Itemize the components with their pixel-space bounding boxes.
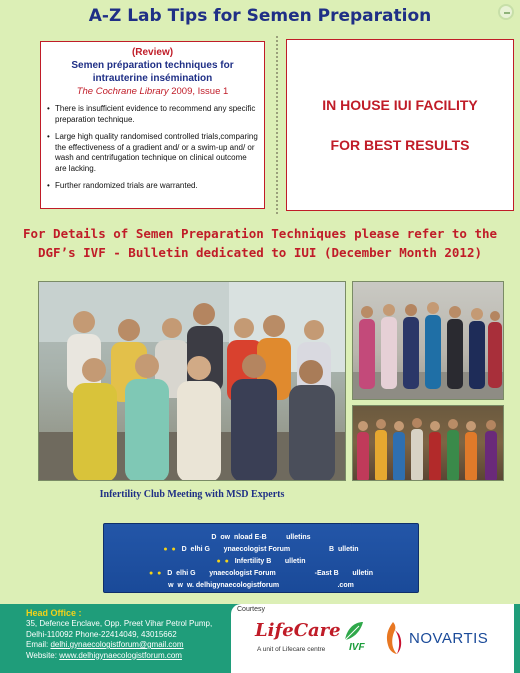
footer [0,604,520,673]
details-line-2: DGF’s IVF - Bulletin dedicated to IUI (December Month 2012) [37,245,482,260]
women-photo-illustration [353,282,504,400]
dotted-divider [276,36,278,214]
iui-line-1: IN HOUSE IUI FACILITY [322,97,478,113]
download-bulletins-box[interactable] [103,523,419,593]
group-photo-women [352,281,504,400]
review-subtitle-line1: Semen préparation techniques for [71,60,234,71]
review-heading: (Review) [131,47,174,58]
lifecare-ivf: IVF [349,642,365,653]
iui-facility-box [286,39,514,211]
download-heading: D ow nload E-B ulletins [211,534,311,541]
download-link-infertility-bulletin[interactable]: ● ● Infertility B ulletin [216,558,306,565]
download-link-dgf-bulletin[interactable]: ● ● D elhi G ynaecologist Forum B ulletin [163,546,359,553]
email-row [26,640,236,651]
email-label: Email: [26,640,49,649]
courtesy-label: Courtesy [237,606,266,613]
details-text [0,224,520,262]
lifecare-name: LifeCare [255,620,341,641]
address-line-2: Delhi-110092 Phone-22414049, 43015662 [26,629,177,639]
review-box [40,41,265,209]
lifecare-tagline: A unit of Lifecare centre [257,646,326,653]
corner-decoration-icon [498,4,514,20]
review-source [47,85,258,98]
review-point: • There is insufficient evidence to recommend any specific preparation technique. [47,104,258,125]
bullet-icon: ● ● [163,546,176,553]
bullet-icon: ● ● [216,558,229,565]
address-line-1: 35, Defence Enclave, Opp. Preet Vihar Petrol Pump, [26,619,213,628]
novartis-flame-icon [381,620,405,656]
review-point: • Large high quality randomised controlled trials,comparing the effectiveness of a gradient and/ or a swim-up and/ or wash and centrifugation technique on clinical outcome are lacking. [47,132,258,174]
head-office-info [26,608,236,661]
group-photo-illustration [39,282,346,481]
group-photo-main [38,281,346,481]
website-row [26,651,236,662]
leaf-icon [343,620,365,642]
lifecare-logo [255,618,375,662]
novartis-logo [381,620,511,660]
email-link[interactable]: delhi.gynaecologistforum@gmail.com [50,640,184,649]
head-office-label: Head Office : [26,608,82,618]
bullet-icon: ● ● [149,570,162,577]
review-point: • Further randomized trials are warranted. [47,181,258,192]
download-link-east-bulletin[interactable]: ● ● D elhi G ynaecologist Forum -East B ulletin [149,570,373,577]
page-title: A-Z Lab Tips for Semen Preparation [88,6,432,26]
website-link[interactable]: www.delhigynaecologistforum.com [59,650,182,660]
review-subtitle-line2: intrauterine insémination [92,73,213,84]
iui-line-2: FOR BEST RESULTS [330,137,470,153]
website-label: Website: [26,650,57,660]
sponsors-panel [231,604,514,673]
details-line-1: For Details of Semen Preparation Techniques please refer to the [22,226,498,241]
photo-caption: Infertility Club Meeting with MSD Experts [99,489,285,500]
download-website-link[interactable]: w w w. delhigynaecologistforum .com [168,582,354,589]
group-photo-event [352,405,504,481]
review-issue: 2009, Issue 1 [171,86,229,97]
novartis-name: NOVARTIS [409,630,489,647]
review-points [47,104,258,192]
event-photo-illustration [353,406,504,481]
review-source-name: The Cochrane Library [76,86,169,97]
